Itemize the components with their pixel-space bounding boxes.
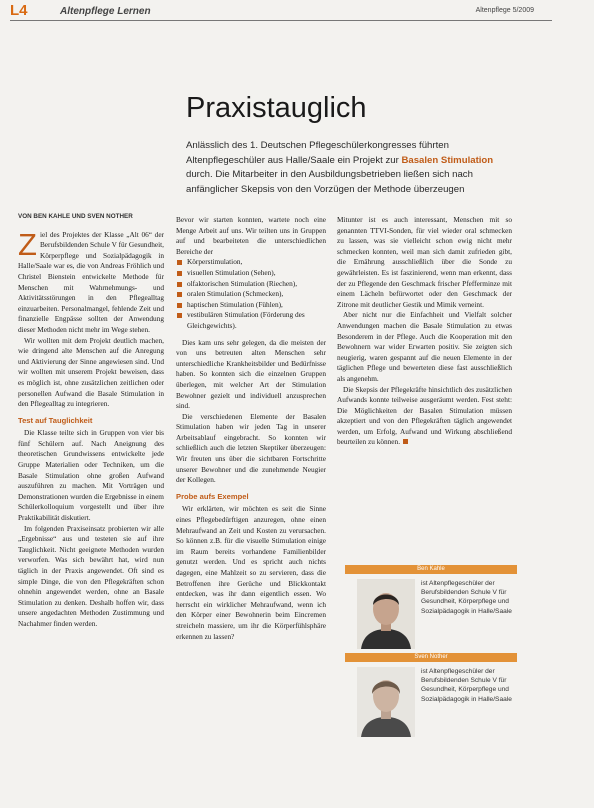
article-title: Praxistauglich <box>186 92 367 124</box>
end-mark-icon <box>403 439 408 444</box>
stimulation-list <box>176 257 326 331</box>
paragraph: Dies kam uns sehr gelegen, da die meisten der von uns betreuten alten Menschen sehr unterschiedliche Krankheitsbilder und Bedürfnisse haben. So konnten sich die einzelnen Gruppen überlegen, mit welcher Art der Stimulation Bewohner gezielt und individuell anzusprechen sind. <box>176 337 326 411</box>
paragraph: Im folgenden Praxiseinsatz probierten wir alle „Ergebnisse“ aus und testeten sie auf ihre Tauglichkeit. Nicht geeignete Methoden wurden verworfen. Was sich bewährt hat, wird nun täglich in der Praxis angewendet. Oft sind es simple Dinge, die von den Pflegekräften schon ohnehin angewendet werden, ohne an Basale Stimulation zu denken. Deshalb hoffen wir, dass unsere angedachten Methoden Zustimmung und Nachahmer finden werden. <box>18 523 164 628</box>
paragraph: Die verschiedenen Elemente der Basalen Stimulation haben wir jeden Tag in unserer Arbeitsablauf eingebracht. So konnten wir schließlich auch die letzten Skeptiker überzeugen: Wir freuten uns über die sichtbaren Fortschritte unserer Bewohner und die zunehmende Neugier der Kollegen. <box>176 411 326 485</box>
header-rule <box>10 20 552 21</box>
lead-text-1: Anlässlich des 1. Deutschen Pflegeschülerkongresses führten Altenpflegeschüler aus Halle/Saale ein Projekt zur <box>186 140 449 166</box>
section-title: Altenpflege Lernen <box>60 6 151 17</box>
list-item: haptischen Stimulation (Fühlen), <box>176 300 326 311</box>
paragraph: Ziel des Projektes der Klasse „Alt 06“ der Berufsbildenden Schule V für Gesundheit, Körperpflege und Sozialpädagogik in Halle/Saale war es, die von Andreas Fröhlich und Christel Bienstein entwickelte Methode für Menschen mit Wahrnehmungs- und Aktivitätsstörungen in den Pflegealltag einzuarbeiten. Personalmangel, fehlende Zeit und finanzielle Engpässe sollten der Anwendung dieser Methoden nicht mehr im Wege stehen. <box>18 226 164 334</box>
author-bio <box>345 565 517 653</box>
author-line: VON BEN KAHLE UND SVEN NOTHER <box>18 213 133 220</box>
lead-text-2: durch. Die Mitarbeiter in den Ausbildungsbetrieben ließen sich nach anfänglicher Skepsis von den Vorzügen der Methode überzeugen <box>186 169 473 195</box>
author-photo <box>357 667 415 737</box>
list-item: Körperstimulation, <box>176 257 326 268</box>
column-3 <box>337 215 512 448</box>
paragraph: Mitunter ist es auch interessant, Menschen mit so genannten TTVI-Sonden, für viel wieder oral schmecken zu lassen, was sie vielleicht schon ewig nicht mehr schmecken konnten, weil man sich damit zufrieden gibt, die Ernährung ausschließlich über die Sonde zu gewährleisten. Es ist faszinierend, wenn man erkennt, dass der zu Pflegende den Geschmack frischer Pfefferminze mit einem Lächeln befürwortet oder den Geschmack der Zitrone mit deutlicher Gestik und Mimik verneint. <box>337 215 512 309</box>
page-code: L4 <box>10 2 28 19</box>
paragraph: Wir wollten mit dem Projekt deutlich machen, wie dringend alte Menschen auf die Anregung und Aktivierung der Sinne angewiesen sind. Und wir wollten mit unserem Projekt beweisen, dass es möglich ist, ohne zusätzlichen zeitlichen oder personellen Aufwand die Basale Stimulation in den Pflegealltag zu integrieren. <box>18 335 164 409</box>
list-item: olfaktorischen Stimulation (Riechen), <box>176 279 326 290</box>
bio-text: ist Altenpflegeschüler der Berufsbildenden Schule V für Gesundheit, Körperpflege und Sozialpädagogik in Halle/Saale <box>421 668 512 703</box>
paragraph: Bevor wir starten konnten, wartete noch eine Menge Arbeit auf uns. Wir teilten uns in Gruppen auf und bearbeiteten die unterschiedlichen Bereiche der <box>176 215 326 256</box>
paragraph: Die Skepsis der Pflegekräfte hinsichtlich des zusätzlichen Aufwands konnte teilweise ausgeräumt werden. Fest steht: Die Möglichkeiten der Basalen Stimulation müssen akzeptiert und von den Pflegekräften täglich angewendet werden, um Erfolg, Aufwand und Wirkung abschließend beurteilen zu können. <box>337 384 512 447</box>
paragraph: Die Klasse teilte sich in Gruppen von vier bis fünf Schülern auf. Nach Aneignung des theoretischen Grundwissens entwickelte jede Gruppe Materialien oder Techniken, um die Basale Stimulation ohne großen Aufwand auszuführen zu machen. Mit Vorträgen und Demonstrationen wurden die Ergebnisse in einem Schülerkolloquium vorgestellt und über ihre Praktikabilität diskutiert. <box>18 428 164 523</box>
subheading: Probe aufs Exempel <box>176 491 249 501</box>
author-photo <box>357 579 415 649</box>
author-bio <box>345 653 517 741</box>
paragraph: Wir erklärten, wir möchten es seit die Sinne eines Pflegebedürftigen anzuregen, ohne einen Mehraufwand an Zeit und Kosten zu verursachen. So können z.B. für die visuelle Stimulation einige im Raum bereits vorhandene Familienbilder genutzt werden. Und es spricht auch nichts dagegen, eine Mahlzeit so zu servieren, dass die Betroffenen ihre Gerüche und Blickkontakt entdecken, was ihr dann eigentlich essen. Wo herrscht ein wirklicher Mehraufwand, wenn ich den Körper einer Bewohnerin beim Eincremen streicheln massiere, um ihr die Körperfühlsphäre erkennen zu lassen? <box>176 504 326 641</box>
article-lead <box>186 139 516 197</box>
paragraph: Aber nicht nur die Einfachheit und Vielfalt solcher Anwendungen machen die Basale Stimulation zu etwas Besonderem in der Pflege. Auch die Kooperation mit den Bewohnern war wider Erwarten positiv. Sie zeigten sich neugierig, waren gespannt auf die neuen Elemente in der täglichen Pflege und bewerteten diese fast ausschließlich als angenehm. <box>337 310 512 383</box>
list-item: vestibulären Stimulation (Förderung des Gleichgewichts). <box>176 310 326 331</box>
list-item: oralen Stimulation (Schmecken), <box>176 289 326 300</box>
bio-name: Ben Kahle <box>345 565 517 574</box>
subheading: Test auf Tauglichkeit <box>18 415 93 425</box>
column-1 <box>18 212 164 630</box>
bio-text: ist Altenpflegeschüler der Berufsbildenden Schule V für Gesundheit, Körperpflege und Sozialpädagogik in Halle/Saale <box>421 580 512 615</box>
issue-label: Altenpflege 5/2009 <box>475 7 534 14</box>
drop-cap: Z <box>18 226 37 262</box>
bio-name: Sven Nother <box>345 653 517 662</box>
lead-highlight: Basalen Stimulation <box>401 154 494 166</box>
list-item: visuellen Stimulation (Sehen), <box>176 268 326 279</box>
column-2 <box>176 215 326 642</box>
